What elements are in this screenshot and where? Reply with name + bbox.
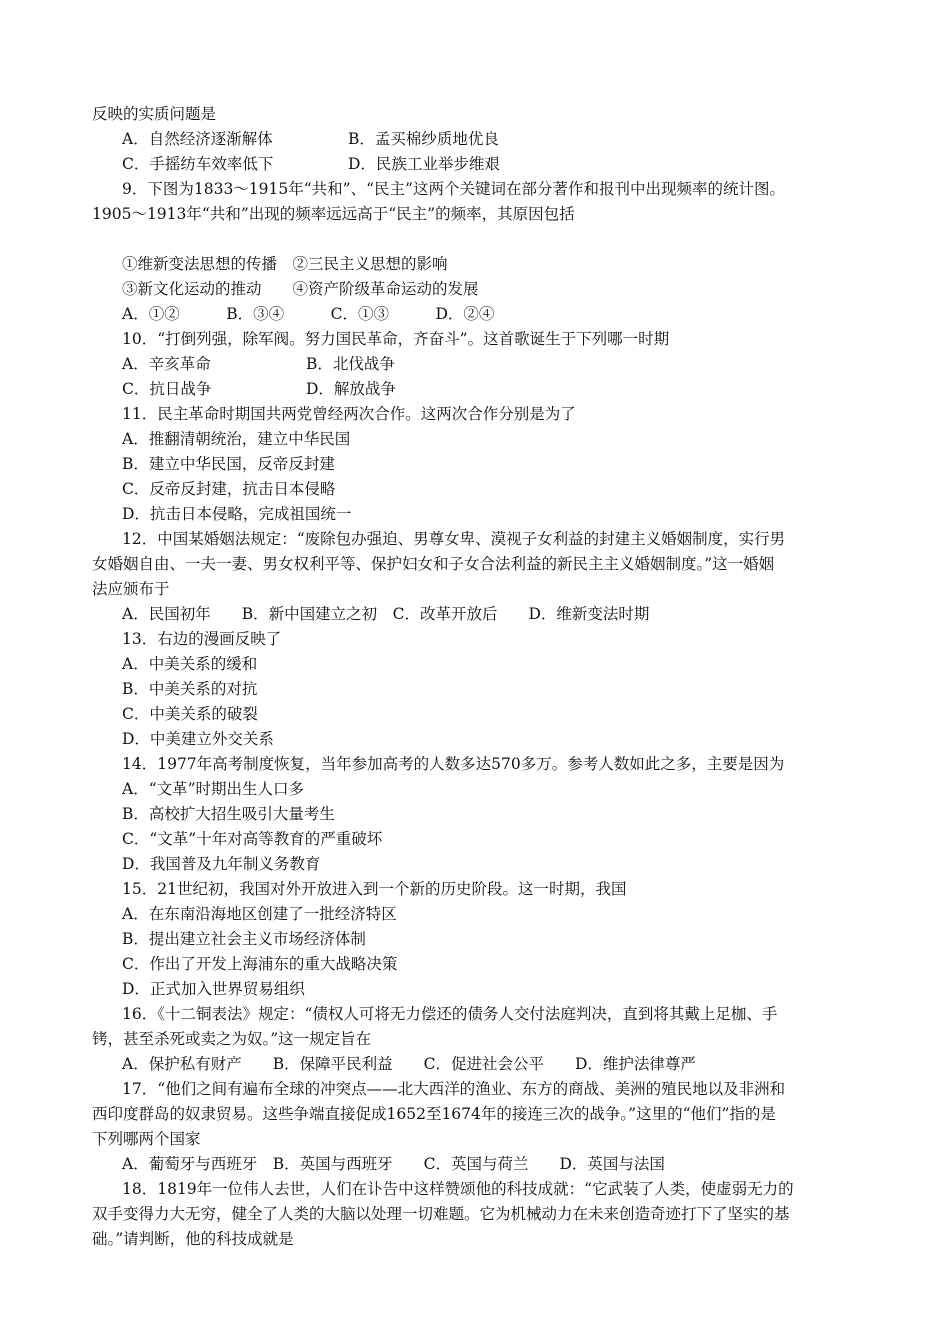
option-line: A．①② B．③④ C．①③ D．②④: [122, 305, 495, 323]
option-line: C．作出了开发上海浦东的重大战略决策: [122, 955, 398, 973]
text-line: 础。”请判断，他的科技成就是: [92, 1230, 294, 1248]
option-line: D．抗击日本侵略，完成祖国统一: [122, 505, 352, 523]
text-line: ③新文化运动的推动 ④资产阶级革命运动的发展: [122, 280, 479, 298]
option-line: [122, 129, 499, 149]
option-line: C．“文革”十年对高等教育的严重破坏: [122, 830, 383, 848]
option-line: A．民国初年 B．新中国建立之初 C．改革开放后 D．维新变法时期: [122, 605, 650, 623]
option-line: A．推翻清朝统治，建立中华民国: [122, 430, 351, 448]
text-line: 法应颁布于: [92, 580, 170, 598]
option-b: B．孟买棉纱质地优良: [348, 130, 499, 148]
option-b: B．北伐战争: [306, 355, 395, 373]
option-line: B．提出建立社会主义市场经济体制: [122, 930, 366, 948]
question-13: 13．右边的漫画反映了: [122, 630, 282, 648]
option-a: A．辛亥革命: [122, 355, 211, 373]
question-16: 16．《十二铜表法》规定：“债权人可将无力偿还的债务人交付法庭判决，直到将其戴上足枷、手: [122, 1005, 778, 1023]
option-line: B．中美关系的对抗: [122, 680, 258, 698]
option-line: [122, 154, 500, 174]
text-line: 1905～1913年“共和”出现的频率远远高于“民主”的频率，其原因包括: [92, 205, 575, 223]
option-line: A．保护私有财产 B．保障平民利益 C．促进社会公平 D．维护法律尊严: [122, 1055, 696, 1073]
option-line: C．中美关系的破裂: [122, 705, 258, 723]
text-line: 西印度群岛的奴隶贸易。这些争端直接促成1652至1674年的接连三次的战争。”这里的“他们”指的是: [92, 1105, 776, 1123]
option-d: D．民族工业举步维艰: [348, 155, 500, 173]
question-9: 9．下图为1833～1915年“共和”、“民主”这两个关键词在部分著作和报刊中出现频率的统计图。: [122, 180, 785, 198]
question-18: 18．1819年一位伟人去世，人们在讣告中这样赞颂他的科技成就：“它武装了人类，使虚弱无力的: [122, 1180, 794, 1198]
option-line: [122, 354, 395, 374]
option-line: D．中美建立外交关系: [122, 730, 274, 748]
text-line: 女婚姻自由、一夫一妻、男女权利平等、保护妇女和子女合法利益的新民主主义婚姻制度。”这一婚姻: [92, 555, 775, 573]
option-line: B．高校扩大招生吸引大量考生: [122, 805, 335, 823]
option-line: A．葡萄牙与西班牙 B．英国与西班牙 C．英国与荷兰 D．英国与法国: [122, 1155, 665, 1173]
question-11: 11．民主革命时期国共两党曾经两次合作。这两次合作分别是为了: [122, 405, 576, 423]
option-c: C．抗日战争: [122, 380, 212, 398]
text-line: 下列哪两个国家: [92, 1130, 201, 1148]
text-line: 双手变得力大无穷，健全了人类的大脑以处理一切难题。它为机械动力在未来创造奇迹打下了坚实的基: [92, 1205, 790, 1223]
question-14: 14．1977年高考制度恢复，当年参加高考的人数多达570多万。参考人数如此之多，主要是因为: [122, 755, 785, 773]
question-10: 10．“打倒列强，除军阀。努力国民革命，齐奋斗”。这首歌诞生于下列哪一时期: [122, 330, 670, 348]
text-line: 反映的实质问题是: [92, 105, 217, 123]
option-c: C．手摇纺车效率低下: [122, 155, 274, 173]
option-line: [122, 379, 396, 399]
text-line: ①维新变法思想的传播 ②三民主义思想的影响: [122, 255, 448, 273]
option-line: D．正式加入世界贸易组织: [122, 980, 305, 998]
option-line: C．反帝反封建，抗击日本侵略: [122, 480, 336, 498]
option-line: A．“文革”时期出生人口多: [122, 780, 305, 798]
question-12: 12．中国某婚姻法规定：“废除包办强迫、男尊女卑、漠视子女利益的封建主义婚姻制度，实行男: [122, 530, 786, 548]
option-line: A．中美关系的缓和: [122, 655, 258, 673]
option-d: D．解放战争: [306, 380, 396, 398]
option-line: D．我国普及九年制义务教育: [122, 855, 321, 873]
text-line: 铐，甚至杀死或卖之为奴。”这一规定旨在: [92, 1030, 372, 1048]
option-a: A．自然经济逐渐解体: [122, 130, 273, 148]
option-line: B．建立中华民国，反帝反封建: [122, 455, 335, 473]
question-17: 17．“他们之间有遍布全球的冲突点——北大西洋的渔业、东方的商战、美洲的殖民地以及非洲和: [122, 1080, 786, 1098]
option-line: A．在东南沿海地区创建了一批经济特区: [122, 905, 397, 923]
question-15: 15．21世纪初，我国对外开放进入到一个新的历史阶段。这一时期，我国: [122, 880, 627, 898]
